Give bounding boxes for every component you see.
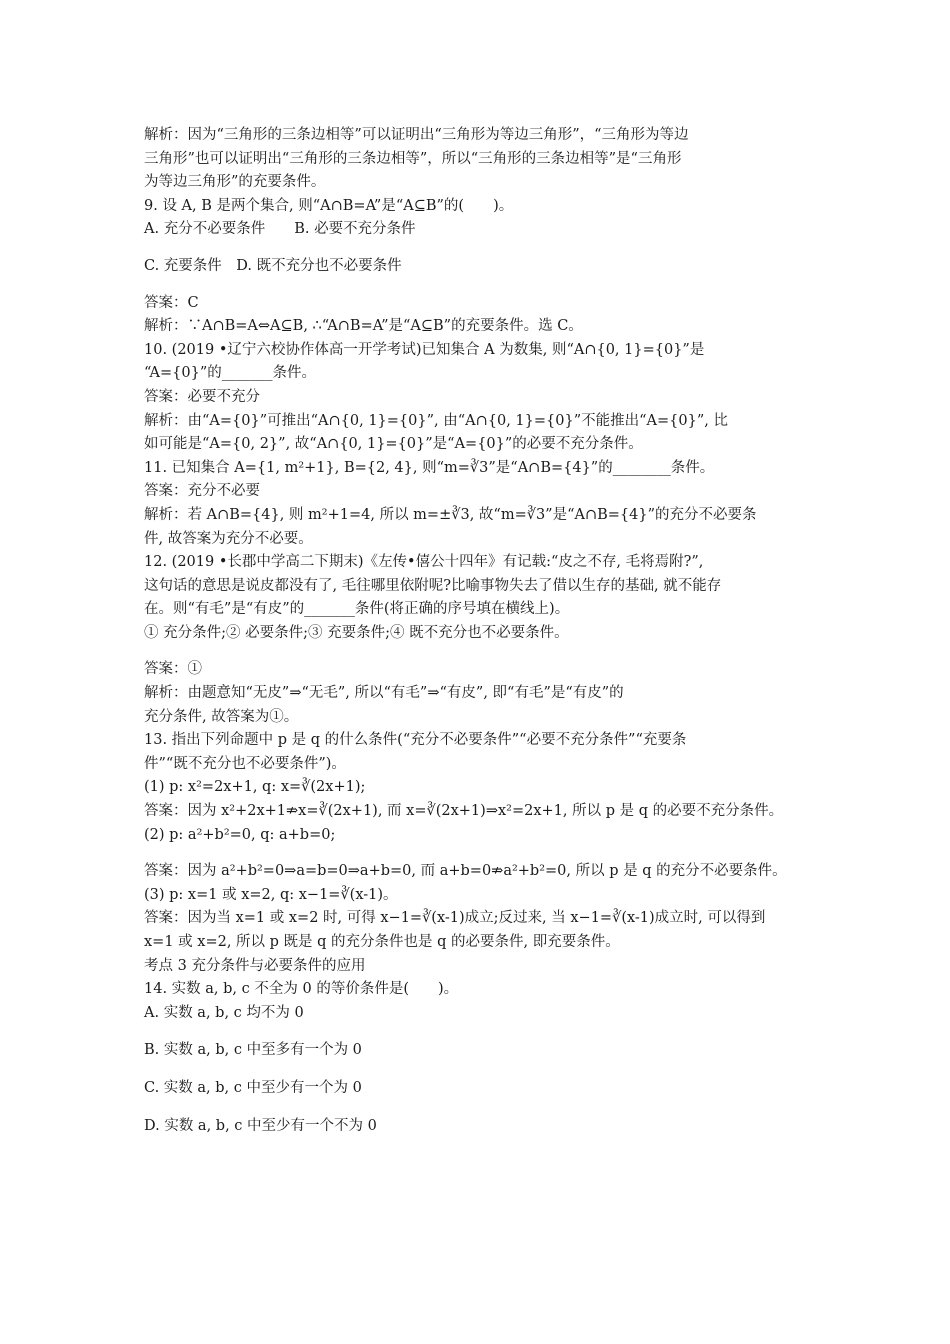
text-line: 如可能是“A={0, 2}”, 故“A∩{0, 1}={0}”是“A={0}”的必要不充分条件。: [144, 436, 643, 453]
text-line: 件”“既不充分也不必要条件”)。: [144, 755, 346, 772]
sub-question: (3) p: x=1 或 x=2, q: x−1=∛(x-1)。: [144, 886, 398, 903]
answer-line: 答案：因为 x²+2x+1⇏x=∛(2x+1), 而 x=∛(2x+1)⇒x²=2x+1, 所以 p 是 q 的必要不充分条件。: [144, 803, 784, 820]
text-line: 充分条件, 故答案为①。: [144, 708, 299, 725]
option-line: A. 实数 a, b, c 均不为 0: [144, 1004, 304, 1021]
text-line: 这句话的意思是说皮都没有了, 毛往哪里依附呢?比喻事物失去了借以生存的基础, 就不能存: [144, 577, 722, 594]
explanation-line: 解析：∵A∩B=A⇔A⊆B, ∴“A∩B=A”是“A⊆B”的充要条件。选 C。: [144, 318, 583, 335]
option-line: C. 实数 a, b, c 中至少有一个为 0: [144, 1079, 362, 1096]
text-line: x=1 或 x=2, 所以 p 既是 q 的充分条件也是 q 的必要条件, 即充要条件。: [144, 934, 620, 950]
answer-line: 答案：必要不充分: [144, 388, 260, 405]
text-line: 解析：因为“三角形的三条边相等”可以证明出“三角形为等边三角形”，“三角形为等边: [144, 127, 689, 143]
sub-question: (2) p: a²+b²=0, q: a+b=0;: [144, 826, 336, 843]
text-line: 件, 故答案为充分不必要。: [144, 530, 313, 547]
section-heading: 考点 3 充分条件与必要条件的应用: [144, 957, 366, 974]
sub-question: (1) p: x²=2x+1, q: x=∛(2x+1);: [144, 779, 366, 796]
text-line: 三角形”也可以证明出“三角形的三条边相等”，所以“三角形的三条边相等”是“三角形: [144, 150, 682, 167]
question-14: 14. 实数 a, b, c 不全为 0 的等价条件是( )。: [144, 981, 459, 998]
answer-line: 答案：充分不必要: [144, 483, 260, 500]
answer-line: 答案：①: [144, 661, 202, 678]
answer-line: 答案：C: [144, 294, 199, 311]
answer-line: 答案：因为 a²+b²=0⇒a=b=0⇒a+b=0, 而 a+b=0⇏a²+b²=0, 所以 p 是 q 的充分不必要条件。: [144, 863, 787, 880]
text-line: 为等边三角形”的充要条件。: [144, 174, 326, 191]
option-line: B. 实数 a, b, c 中至多有一个为 0: [144, 1042, 362, 1059]
explanation-line: 解析：由“A={0}”可推出“A∩{0, 1}={0}”, 由“A∩{0, 1}={0}”不能推出“A={0}”, 比: [144, 412, 728, 429]
option-line: A. 充分不必要条件 B. 必要不充分条件: [144, 221, 416, 238]
question-11: 11. 已知集合 A={1, m²+1}, B={2, 4}, 则“m=∛3”是“A∩B={4}”的________条件。: [144, 459, 715, 476]
text-line: 在。则“有毛”是“有皮”的_______条件(将正确的序号填在横线上)。: [144, 601, 570, 618]
text-line: “A={0}”的_______条件。: [144, 365, 317, 382]
explanation-line: 解析：由题意知“无皮”⇒“无毛”, 所以“有毛”⇒“有皮”, 即“有毛”是“有皮”的: [144, 685, 624, 702]
document-page: [144, 124, 814, 1138]
option-line: ① 充分条件;② 必要条件;③ 充要条件;④ 既不充分也不必要条件。: [144, 624, 569, 641]
question-13: 13. 指出下列命题中 p 是 q 的什么条件(“充分不必要条件”“必要不充分条件”“充要条: [144, 732, 687, 749]
option-line: C. 充要条件 D. 既不充分也不必要条件: [144, 257, 402, 274]
explanation-line: 解析：若 A∩B={4}, 则 m²+1=4, 所以 m=±∛3, 故“m=∛3”是“A∩B={4}”的充分不必要条: [144, 506, 757, 523]
question-9: 9. 设 A, B 是两个集合, 则“A∩B=A”是“A⊆B”的( )。: [144, 197, 514, 214]
question-10: 10. (2019 •辽宁六校协作体高一开学考试)已知集合 A 为数集, 则“A∩{0, 1}={0}”是: [144, 341, 705, 358]
answer-line: 答案：因为当 x=1 或 x=2 时, 可得 x−1=∛(x-1)成立;反过来, 当 x−1=∛(x-1)成立时, 可以得到: [144, 910, 766, 927]
question-12: 12. (2019 •长郡中学高二下期末)《左传•僖公十四年》有记载:“皮之不存, 毛将焉附?”,: [144, 554, 704, 571]
option-line: D. 实数 a, b, c 中至少有一个不为 0: [144, 1117, 377, 1134]
